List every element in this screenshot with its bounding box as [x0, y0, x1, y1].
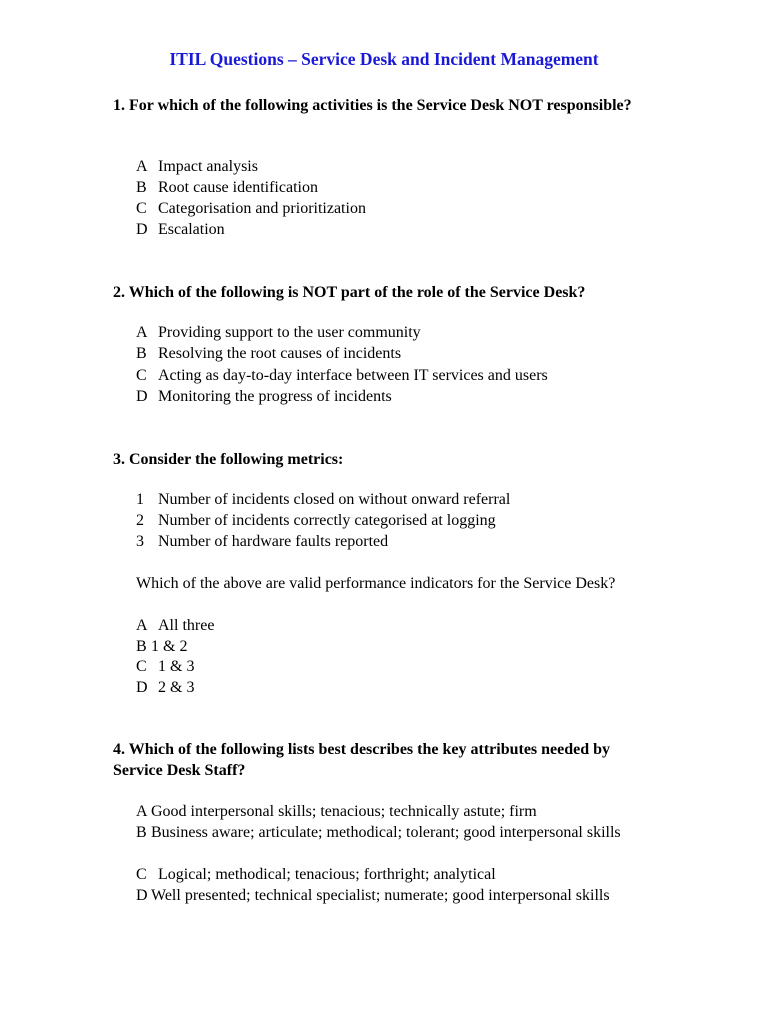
question-2-option-a — [136, 322, 656, 343]
question-3-text: 3. Consider the following metrics: — [113, 451, 344, 468]
option-text: Escalation — [158, 221, 225, 238]
option-text: Root cause identification — [158, 179, 318, 196]
metric-text: Number of incidents correctly categorised at logging — [158, 512, 496, 529]
option-letter: B — [136, 824, 147, 841]
question-4-option-a — [136, 801, 656, 822]
metric-text: Number of hardware faults reported — [158, 533, 389, 550]
option-letter: C — [136, 200, 147, 217]
option-text: Categorisation and prioritization — [158, 200, 366, 217]
option-text: Impact analysis — [158, 158, 258, 175]
option-letter: B — [136, 345, 147, 362]
option-letter: C — [136, 866, 147, 883]
question-1-text: 1. For which of the following activities is the Service Desk NOT responsible? — [113, 97, 632, 114]
option-letter: B — [136, 179, 147, 196]
metric-number: 1 — [136, 491, 144, 508]
question-3-option-c — [136, 656, 656, 677]
option-text: Well presented; technical specialist; numerate; good interpersonal skills — [151, 887, 610, 904]
question-2-option-d — [136, 386, 656, 407]
option-text: Monitoring the progress of incidents — [158, 388, 392, 405]
question-4-option-d — [136, 885, 641, 906]
option-text: Business aware; articulate; methodical; tolerant; good interpersonal skills — [151, 824, 621, 841]
option-text: Good interpersonal skills; tenacious; technically astute; firm — [151, 803, 537, 820]
metric-item — [136, 489, 656, 510]
option-letter: A — [136, 324, 148, 341]
metric-number: 3 — [136, 533, 144, 550]
question-2-text: 2. Which of the following is NOT part of the role of the Service Desk? — [113, 284, 586, 301]
option-letter: A — [136, 158, 148, 175]
question-4-text: 4. Which of the following lists best describes the key attributes needed by Service Desk Staff? — [113, 741, 611, 779]
metric-number: 2 — [136, 512, 144, 529]
metric-item — [136, 531, 656, 552]
question-4-option-b — [136, 822, 641, 843]
option-text: Logical; methodical; tenacious; forthright; analytical — [158, 866, 496, 883]
question-1-option-d — [136, 219, 656, 240]
metric-text: Number of incidents closed on without onward referral — [158, 491, 511, 508]
metric-item — [136, 510, 656, 531]
option-text: Providing support to the user community — [158, 324, 421, 341]
question-1-option-a — [136, 156, 656, 177]
option-letter: D — [136, 887, 148, 904]
question-1-option-c — [136, 198, 656, 219]
question-2-option-b — [136, 343, 656, 364]
option-text: 1 & 3 — [158, 658, 195, 675]
option-letter: D — [136, 221, 148, 238]
question-3-option-b — [136, 636, 656, 657]
option-text: 1 & 2 — [151, 638, 188, 655]
page-title: ITIL Questions – Service Desk and Incident Management — [169, 49, 599, 69]
option-letter: A — [136, 803, 148, 820]
option-letter: D — [136, 388, 148, 405]
option-text: All three — [158, 617, 215, 634]
question-4-option-c — [136, 864, 656, 885]
question-3-option-a — [136, 615, 656, 636]
question-3-option-d — [136, 677, 656, 698]
option-letter: A — [136, 617, 148, 634]
question-2-option-c — [136, 365, 656, 386]
option-letter: C — [136, 367, 147, 384]
option-letter: B — [136, 638, 147, 655]
option-text: 2 & 3 — [158, 679, 195, 696]
question-1-option-b — [136, 177, 656, 198]
option-text: Resolving the root causes of incidents — [158, 345, 402, 362]
option-text: Acting as day-to-day interface between IT services and users — [158, 367, 548, 384]
question-3-prompt: Which of the above are valid performance indicators for the Service Desk? — [136, 575, 616, 592]
option-letter: C — [136, 658, 147, 675]
option-letter: D — [136, 679, 148, 696]
